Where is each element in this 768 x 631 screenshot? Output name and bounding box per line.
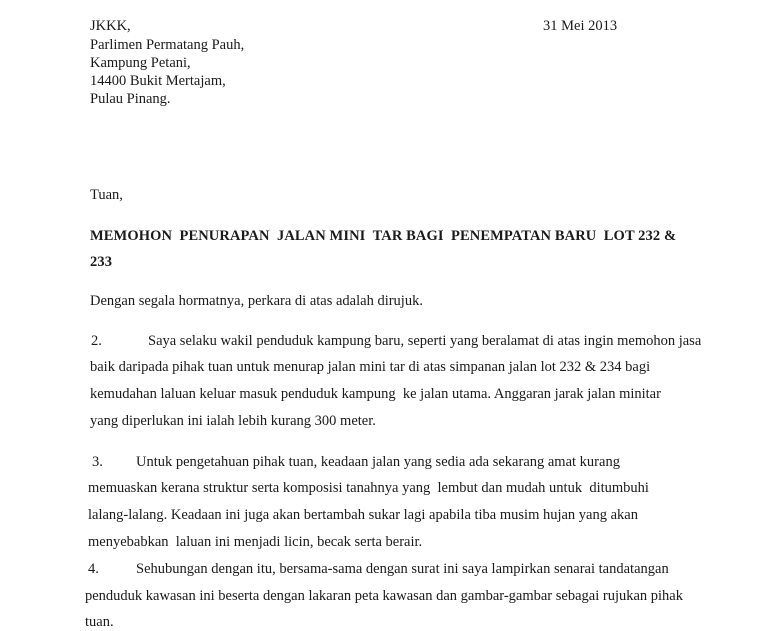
- subject-line: MEMOHON PENURAPAN JALAN MINI TAR BAGI PENEMPATAN BARU LOT 232 &: [90, 228, 677, 244]
- paragraph-line: menyebabkan laluan ini menjadi licin, becak serta berair.: [88, 534, 423, 550]
- paragraph-line: Untuk pengetahuan pihak tuan, keadaan jalan yang sedia ada sekarang amat kurang: [136, 454, 620, 470]
- letter-date: 31 Mei 2013: [543, 18, 618, 34]
- paragraph-line: Saya selaku wakil penduduk kampung baru, seperti yang beralamat di atas ingin memohon jasa: [148, 333, 702, 349]
- paragraph-line: penduduk kawasan ini beserta dengan lakaran peta kawasan dan gambar-gambar sebagai rujukan pihak: [85, 588, 683, 604]
- paragraph-line: baik daripada pihak tuan untuk menurap jalan mini tar di atas simpanan jalan lot 232 & 234 bagi: [90, 359, 651, 375]
- recipient-line: Pulau Pinang.: [90, 91, 171, 107]
- paragraph-line: kemudahan laluan keluar masuk penduduk kampung ke jalan utama. Anggaran jarak jalan minitar: [90, 386, 661, 402]
- paragraph-number: 4.: [88, 561, 99, 577]
- recipient-line: JKKK,: [90, 18, 131, 34]
- paragraph-line: tuan.: [85, 614, 114, 630]
- paragraph-number: 2.: [91, 333, 102, 349]
- paragraph-line: memuaskan kerana struktur serta komposisi tanahnya yang lembut dan mudah untuk ditumbuhi: [88, 480, 649, 496]
- paragraph-number: 3.: [92, 454, 103, 470]
- recipient-line: Parlimen Permatang Pauh,: [90, 37, 245, 53]
- recipient-line: Kampung Petani,: [90, 55, 191, 71]
- recipient-line: 14400 Bukit Mertajam,: [90, 73, 226, 89]
- opening-line: Dengan segala hormatnya, perkara di atas adalah dirujuk.: [90, 293, 423, 309]
- paragraph-line: Sehubungan dengan itu, bersama-sama dengan surat ini saya lampirkan senarai tandatangan: [136, 561, 669, 577]
- paragraph-line: lalang-lalang. Keadaan ini juga akan bertambah sukar lagi apabila tiba musim hujan yang akan: [88, 507, 638, 523]
- subject-line: 233: [90, 254, 113, 270]
- paragraph-line: yang diperlukan ini ialah lebih kurang 300 meter.: [90, 413, 376, 429]
- salutation: Tuan,: [90, 187, 123, 203]
